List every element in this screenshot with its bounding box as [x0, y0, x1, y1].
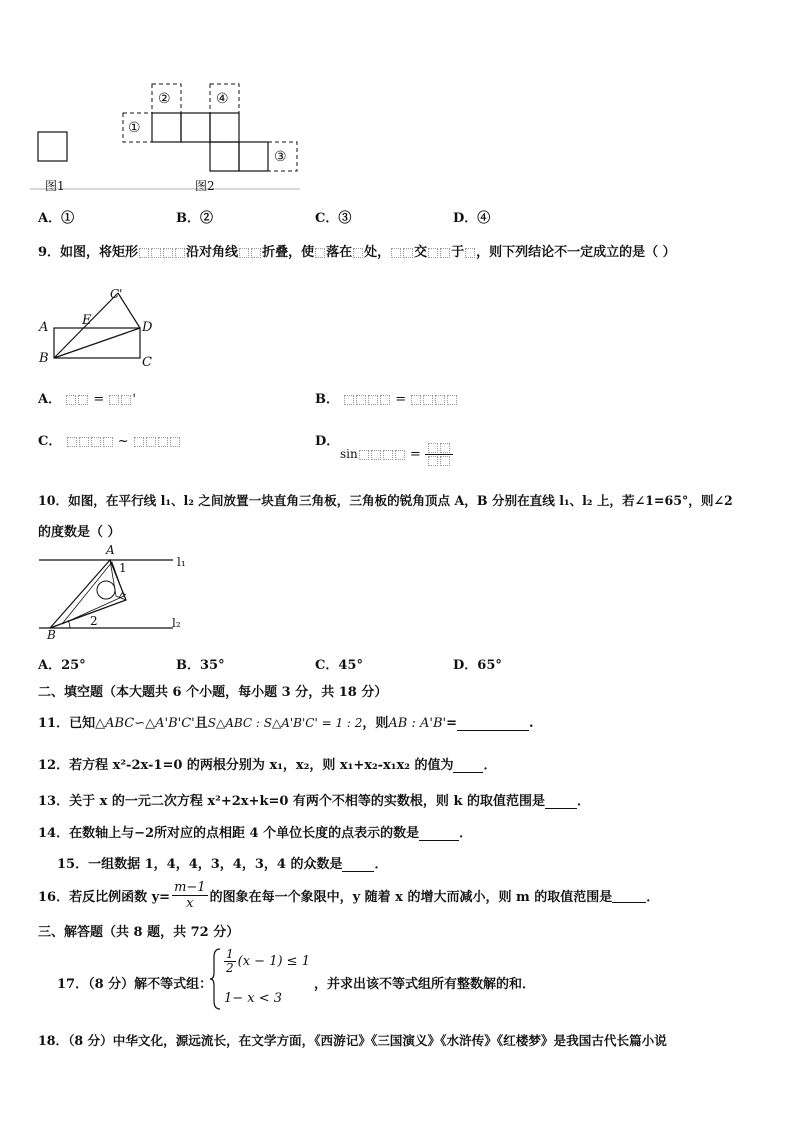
- q8-option-d: D．④: [453, 211, 491, 226]
- q9-label-cp: C': [110, 287, 123, 301]
- q17-inequality-1: $\frac{1}{2}$ (x − 1) ≤ 1: [226, 947, 310, 975]
- q17-brace: [210, 947, 222, 1011]
- fig1-square: [38, 132, 67, 161]
- q10-line2: 的度数是（ ）: [38, 525, 121, 540]
- q9-label-e: E: [82, 313, 92, 328]
- q8-option-b: B．②: [176, 211, 214, 226]
- q9-stem: 9．如图，将矩形 沿对角线 折叠，使 落在 处， 交 于 ，则下列结论不一定成立的是（ ）: [38, 245, 676, 260]
- q10-option-d: D．65°: [453, 658, 502, 673]
- q16: 16．若反比例函数 y= $\frac{m-1}{x}$ 的图象在每一个象限中，y 随着 x 的增大而减小，则 m 的取值范围是 ．: [38, 880, 660, 911]
- q10-option-c: C．45°: [315, 658, 363, 673]
- q10-label-1: 1: [119, 561, 127, 575]
- cell-label-1: ①: [128, 120, 141, 136]
- q15: 15．一组数据 1，4，4，3，4，3，4 的众数是 ．: [57, 857, 388, 872]
- q17-lead: 17．（8 分）解不等式组：: [57, 977, 213, 992]
- q17-inequality-2: 1− x < 3: [224, 991, 283, 1006]
- q9-label-a: A: [39, 320, 49, 335]
- fig2-label: 图2: [195, 179, 215, 193]
- q9-option-c: C． ~: [38, 430, 181, 449]
- q9-option-a: A． = ': [38, 392, 136, 407]
- cell-label-2: ②: [158, 91, 171, 107]
- q9-label-c: C: [142, 355, 152, 370]
- cell-label-4: ④: [216, 91, 229, 107]
- q8-figure: [30, 80, 330, 190]
- q9-figure: [36, 288, 176, 378]
- q10-option-b: B．35°: [176, 658, 225, 673]
- q9-option-d: D．: [315, 434, 340, 449]
- section-2-heading: 二、填空题（本大题共 6 个小题，每小题 3 分，共 18 分）: [38, 685, 388, 700]
- cell-label-3: ③: [274, 149, 287, 165]
- section-3-heading: 三、解答题（共 8 题，共 72 分）: [38, 925, 240, 940]
- q10-label-l1: l₁: [177, 555, 186, 569]
- q13: 13．关于 x 的一元二次方程 x²+2x+k=0 有两个不相等的实数根，则 k 的取值范围是 ．: [38, 794, 590, 809]
- q18: 18．（8 分）中华文化，源远流长，在文学方面，《西游记》《三国演义》《水浒传》《红楼梦》是我国古代长篇小说: [38, 1033, 667, 1048]
- q10-figure: [36, 548, 196, 648]
- q10-label-l2: l₂: [172, 616, 181, 630]
- q10-label-b: B: [47, 628, 56, 642]
- q12: 12．若方程 x²-2x-1=0 的两根分别为 x₁，x₂，则 x₁+x₂-x₁x₂ 的值为 ．: [38, 758, 497, 773]
- q8-option-a: A．①: [38, 211, 75, 226]
- q17-tail: ，并求出该不等式组所有整数解的和．: [314, 977, 536, 992]
- fig1-label: 图1: [45, 179, 65, 193]
- q9-label-b: B: [39, 351, 49, 366]
- q14: 14．在数轴上与−2所对应的点相距 4 个单位长度的点表示的数是 ．: [38, 826, 473, 841]
- q9-option-b: B． =: [315, 388, 458, 407]
- q10-line1: 10．如图，在平行线 l₁、l₂ 之间放置一块直角三角板，三角板的锐角顶点 A，B 分别在直线 l₁、l₂ 上，若∠1=65°，则∠2: [38, 493, 733, 508]
- q8-option-c: C．③: [315, 211, 352, 226]
- q9-label-d: D: [142, 320, 153, 335]
- q11: 11．已知△ABC∽△A'B'C'且S△ABC : S△A'B'C' = 1 : 2，则AB : A'B'= .: [38, 716, 534, 731]
- q10-label-2: 2: [90, 614, 98, 628]
- q9-option-d-expr: sin =: [340, 442, 453, 467]
- q10-label-a: A: [106, 543, 115, 557]
- q10-option-a: A．25°: [38, 658, 86, 673]
